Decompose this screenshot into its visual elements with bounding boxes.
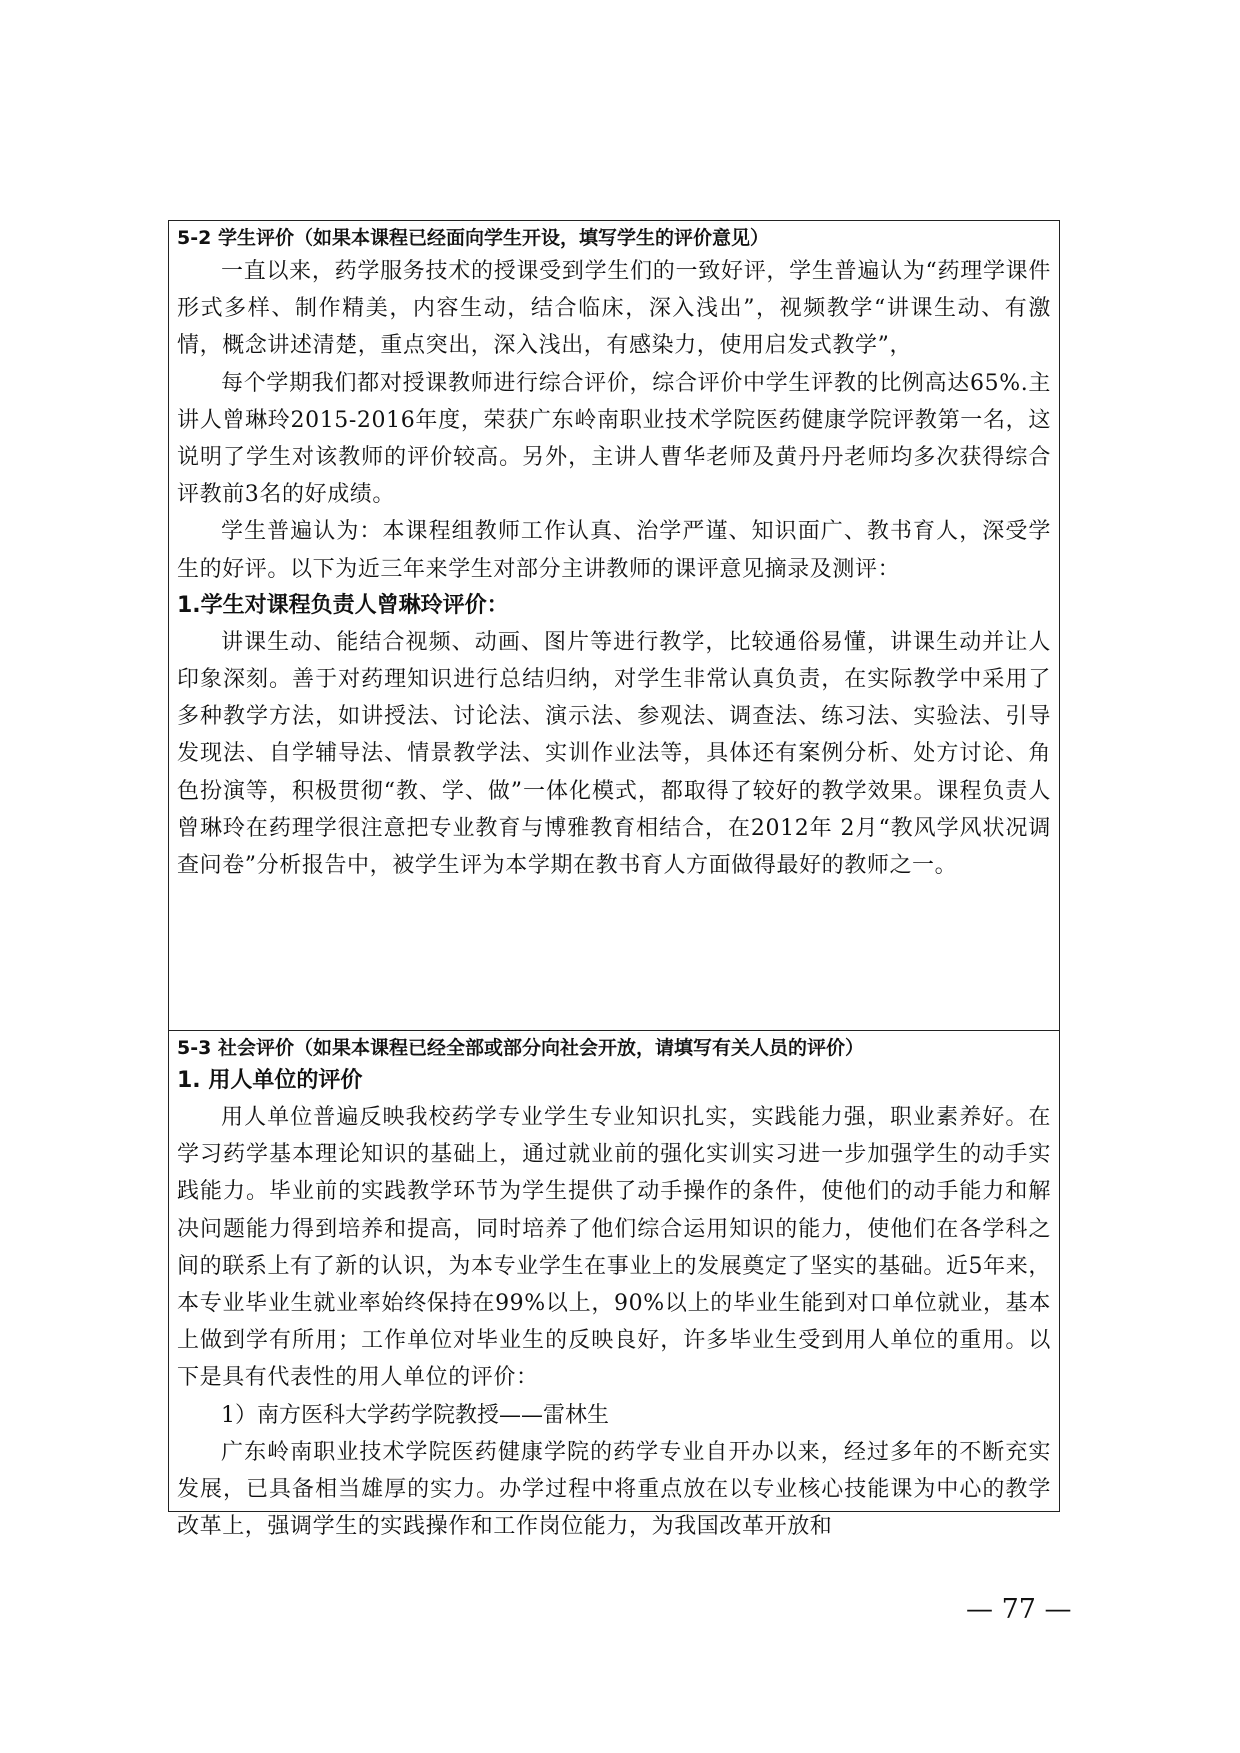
section-heading-social-evaluation: 5-3 社会评价（如果本课程已经全部或部分向社会开放，请填写有关人员的评价）	[177, 1037, 864, 1059]
paragraph: 每个学期我们都对授课教师进行综合评价，综合评价中学生评教的比例高达65%.主讲人曾琳玲2015-2016年度，荣获广东岭南职业技术学院医药健康学院评教第一名，这说明了学生对该教师的评价较高。另外，主讲人曹华老师及黄丹丹老师均多次获得综合评教前3名的好成绩。	[177, 370, 1051, 508]
subheading-course-leader-evaluation: 1.学生对课程负责人曾琳玲评价：	[177, 592, 509, 618]
evaluation-table	[168, 220, 1060, 1540]
paragraph: 讲课生动、能结合视频、动画、图片等进行教学，比较通俗易懂，讲课生动并让人印象深刻。善于对药理知识进行总结归纳，对学生非常认真负责，在实际教学中采用了多种教学方法，如讲授法、讨论法、演示法、参观法、调查法、练习法、实验法、引导发现法、自学辅导法、情景教学法、实训作业法等，具体还有案例分析、处方讨论、角色扮演等，积极贯彻“教、学、做”一体化模式，都取得了较好的教学效果。课程负责人曾琳玲在药理学很注意把专业教育与博雅教育相结合，在2012年 2月“教风学风状况调查问卷”分析报告中，被学生评为本学期在教书育人方面做得最好的教师之一。	[177, 629, 1051, 879]
social-evaluation-cell	[169, 1031, 1059, 1540]
paragraph: 学生普遍认为：本课程组教师工作认真、治学严谨、知识面广、教书育人，深受学生的好评。以下为近三年来学生对部分主讲教师的课评意见摘录及测评：	[177, 519, 1051, 582]
list-item: 1）南方医科大学药学院教授——雷林生	[221, 1402, 609, 1428]
page-number: — 77 —	[966, 1594, 1072, 1625]
paragraph: 一直以来，药学服务技术的授课受到学生们的一致好评，学生普遍认为“药理学课件形式多样、制作精美，内容生动，结合临床，深入浅出”，视频教学“讲课生动、有激情，概念讲述清楚，重点突出，深入浅出，有感染力，使用启发式教学”，	[177, 259, 1051, 359]
paragraph: 用人单位普遍反映我校药学专业学生专业知识扎实，实践能力强，职业素养好。在学习药学基本理论知识的基础上，通过就业前的强化实训实习进一步加强学生的动手实践能力。毕业前的实践教学环节为学生提供了动手操作的条件，使他们的动手能力和解决问题能力得到培养和提高，同时培养了他们综合运用知识的能力，使他们在各学科之间的联系上有了新的认识，为本专业学生在事业上的发展奠定了坚实的基础。近5年来，本专业毕业生就业率始终保持在99%以上，90%以上的毕业生能到对口单位就业，基本上做到学有所用；工作单位对毕业生的反映良好，许多毕业生受到用人单位的重用。以下是具有代表性的用人单位的评价：	[177, 1105, 1051, 1391]
student-evaluation-cell	[169, 221, 1059, 1031]
paragraph: 广东岭南职业技术学院医药健康学院的药学专业自开办以来，经过多年的不断充实发展，已具备相当雄厚的实力。办学过程中将重点放在以专业核心技能课为中心的教学改革上，强调学生的实践操作和工作岗位能力，为我国改革开放和	[177, 1439, 1051, 1540]
subheading-employer-evaluation: 1. 用人单位的评价	[177, 1068, 363, 1093]
section-heading-student-evaluation: 5-2 学生评价（如果本课程已经面向学生开设，填写学生的评价意见）	[177, 227, 769, 249]
